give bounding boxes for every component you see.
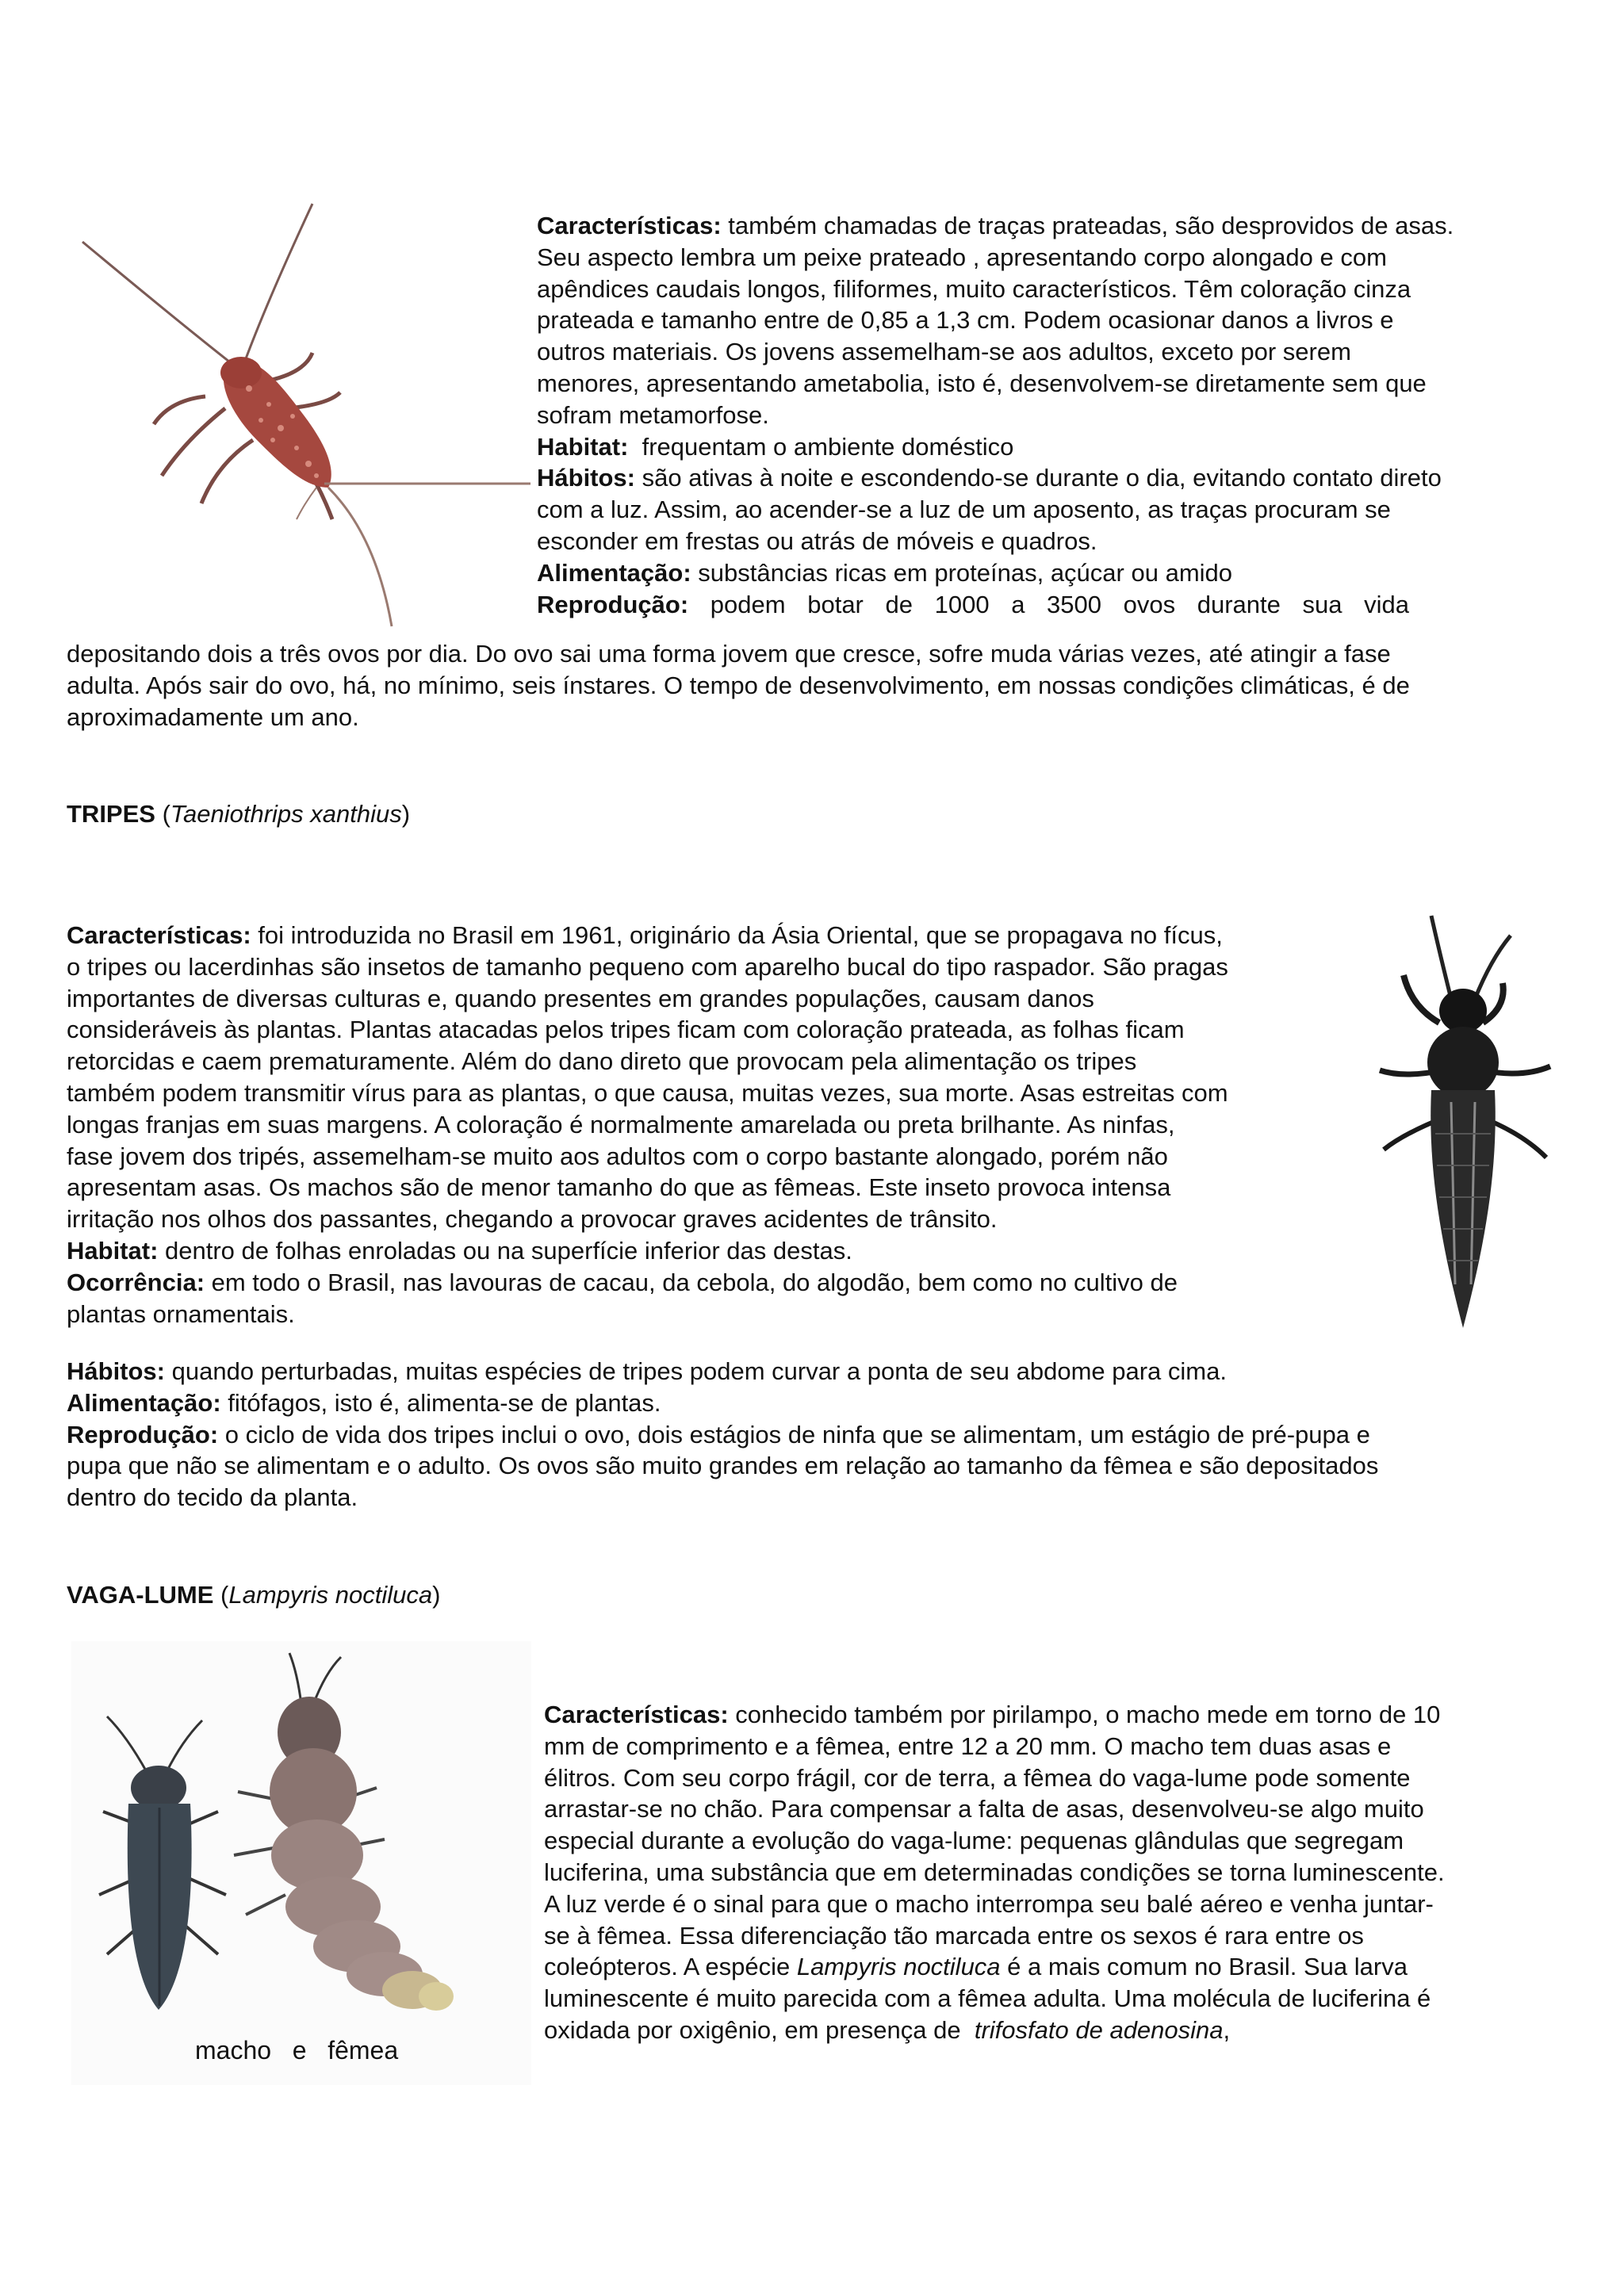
silverfish-description: Características: também chamadas de traças prateadas, são desprovidos de asas. Seu aspecto lembra um peixe prateado , apresentando corpo alongado e com apêndices caudais longos, filiformes, muito característicos. Têm coloração cinza prateada e tamanho entre de 0,85 a 1,3 cm. Podem ocasionar danos a livros e outros materiais. Os jovens assemelham-se aos adultos, exceto por serem menores, apresentando ametabolia, isto é, desenvolvem-se diretamente sem que sofram metamorfose. Habitat: frequentam o ambiente doméstico Hábitos: são ativas à noite e escondendo-se durante o dia, evitando contato direto com a luz. Assim, ao acender-se a luz de um aposento, as traças procuram se esconder em frestas ou atrás de móveis e quadros. Alimentação: substâncias ricas em proteínas, açúcar ou amido Reprodução: podem botar de 1000 a 3500 ovos durante sua vida — [537, 212, 1454, 618]
habitat-label: Habitat: — [67, 1236, 159, 1265]
thrips-description: Características: foi introduzida no Brasil em 1961, originário da Ásia Oriental, que se propagava no fícus, o tripes ou lacerdinhas são insetos de tamanho pequeno com aparelho bucal do tipo raspador. São pragas importantes de diversas culturas e, quando presentes em grandes populações, causam danos consideráveis às plantas. Plantas atacadas pelos tripes ficam com coloração prateada, as folhas ficam retorcidas e caem prematuramente. Além do dano direto que provocam pela alimentação os tripes também podem transmitir vírus para as plantas, o que causa, muitas vezes, sua morte. Asas estreitas com longas franjas em suas margens. A coloração é normalmente amarelada ou preta brilhante. As ninfas, fase jovem dos tripés, assemelham-se muito aos adultos com o corpo bastante alongado, porém não apresentam asas. Os machos são de menor tamanho do que as fêmeas. Este inseto provoca intensa irritação nos olhos dos passantes, chegando a provocar graves acidentes de trânsito. Habitat: dentro de folhas enroladas ou na superfície inferior das destas. Ocorrência: em todo o Brasil, nas lavouras de cacau, da cebola, do algodão, bem como no cultivo de plantas ornamentais. — [67, 921, 1228, 1328]
thrips-heading: TRIPES (Taeniothrips xanthius) — [67, 800, 411, 828]
reproduction-label: Reprodução: — [537, 590, 689, 618]
firefly-image — [71, 1641, 531, 2085]
characteristics-label: Características: — [67, 921, 251, 949]
silverfish-reproduction-continued: depositando dois a três ovos por dia. Do ovo sai uma forma jovem que cresce, sofre muda várias vezes, até atingir a fase adulta. Após sair do ovo, há, no mínimo, seis ínstares. O tempo de desenvolvimento, em nossas condições climáticas, é de aproximadamente um ano. — [67, 640, 1410, 731]
characteristics-label: Características: — [537, 212, 722, 239]
habits-label: Hábitos: — [537, 464, 635, 492]
feeding-label: Alimentação: — [537, 558, 691, 587]
silverfish-image — [67, 202, 534, 630]
habitat-label: Habitat: — [537, 432, 629, 461]
feeding-label: Alimentação: — [67, 1388, 221, 1417]
thrips-image — [1364, 912, 1562, 1332]
reproduction-label: Reprodução: — [67, 1420, 219, 1448]
occurrence-label: Ocorrência: — [67, 1268, 205, 1296]
firefly-scientific-name: Lampyris noctiluca — [228, 1581, 433, 1609]
habits-label: Hábitos: — [67, 1357, 165, 1385]
characteristics-label: Características: — [544, 1701, 729, 1728]
firefly-description: Características: conhecido também por pirilampo, o macho mede em torno de 10 mm de comprimento e a fêmea, entre 12 a 20 mm. O macho tem duas asas e élitros. Com seu corpo frágil, cor de terra, a fêmea do vaga-lume pode somente arrastar-se no chão. Para compensar a falta de asas, desenvolveu-se algo muito especial durante a evolução do vaga-lume: pequenas glândulas que segregam luciferina, uma substância que em determinadas condições se torna luminescente. A luz verde é o sinal para que o macho interrompa seu balé aéreo e venha juntar- se à fêmea. Essa diferenciação tão marcada entre os sexos é rara entre os coleópteros. A espécie Lampyris noctiluca é a mais comum no Brasil. Sua larva luminescente é muito parecida com a fêmea adulta. Uma molécula de luciferina é oxidada por oxigênio, em presença de trifosfato de adenosina, — [544, 1701, 1445, 2044]
thrips-scientific-name: Taeniothrips xanthius — [170, 800, 402, 828]
firefly-caption: macho e fêmea — [195, 2036, 399, 2064]
firefly-heading: VAGA-LUME (Lampyris noctiluca) — [67, 1581, 441, 1609]
thrips-description-continued: Hábitos: quando perturbadas, muitas espécies de tripes podem curvar a ponta de seu abdome para cima. Alimentação: fitófagos, isto é, alimenta-se de plantas. Reprodução: o ciclo de vida dos tripes inclui o ovo, dois estágios de ninfa que se alimentam, um estágio de pré-pupa e pupa que não se alimentam e o adulto. Os ovos são muito grandes em relação ao tamanho da fêmea e são depositados dentro do tecido da planta. — [67, 1357, 1379, 1512]
